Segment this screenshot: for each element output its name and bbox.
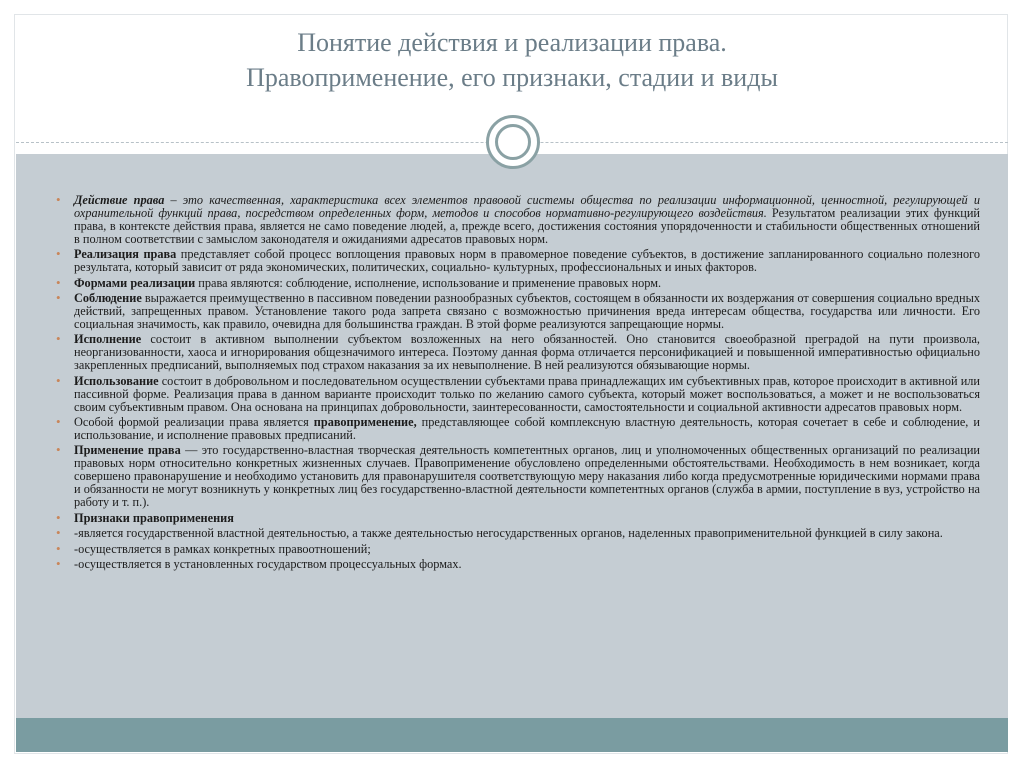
body-text: Особой формой реализации права является xyxy=(74,415,314,430)
double-ring-icon xyxy=(486,115,540,169)
list-item xyxy=(56,248,980,274)
list-item xyxy=(56,277,980,290)
list-item xyxy=(56,416,980,442)
body-text: -осуществляется в рамках конкретных правоотношений; xyxy=(74,541,371,556)
term: Действие права xyxy=(74,193,165,207)
body-text: -осуществляется в установленных государством процессуальных формах. xyxy=(74,557,462,572)
list-item xyxy=(56,292,980,331)
term: Применение права xyxy=(74,443,181,458)
term: Использование xyxy=(74,373,159,388)
bullet-list xyxy=(56,194,980,574)
list-item xyxy=(56,527,980,540)
term: Формами реализации xyxy=(74,275,196,290)
body-text: представляющее собой комплексную властную деятельность, которая сочетает в себе и соблюдение, и использование, и исполнение правовых предписаний. xyxy=(74,415,980,442)
body-text: права являются: соблюдение, исполнение, использование и применение правовых норм. xyxy=(195,275,662,290)
body-text: -является государственной властной деятельностью, а также деятельностью негосударственных органов, наделенных правоприменительной функцией в силу закона. xyxy=(74,526,943,541)
body-text: представляет собой процесс воплощения правовых норм в правомерное поведение субъектов, в достижение запланированного социально полезного результата, который зависит от ряда экономических, политических, социально- культурных, профессиональных и иных факторов. xyxy=(74,247,980,275)
definition-text: – это качественная, характеристика всех элементов правовой системы общества по реализации информационной, ценностной, регулирующей и охранительной функций права, посредством определенных форм, методов и способов нормативно-регулирующего воздействия. xyxy=(74,193,981,220)
term: правоприменение, xyxy=(313,415,417,430)
body-text: Результатом реализации этих функций права, в контексте действия права, является не само поведение людей, а, прежде всего, достижения состояния упорядоченности и стабильности общественных отношений в полном соответствии с замыслом законодателя и ожиданиями адресатов правовых норм. xyxy=(74,205,980,246)
list-item xyxy=(56,444,980,509)
term: Реализация права xyxy=(74,247,177,262)
list-item xyxy=(56,375,980,414)
list-item xyxy=(56,194,980,246)
list-item xyxy=(56,558,980,571)
title-line-2: Правоприменение, его признаки, стадии и виды xyxy=(246,63,778,92)
list-item xyxy=(56,543,980,556)
body-text: состоит в добровольном и последовательном осуществлении субъектами права принадлежащих им субъективных прав, которое происходит в активной или пассивной форме. Реализация права в данном варианте происходит только по желанию самого субъекта, который может воспользоваться, а может и не воспользоваться своим субъективным правом. Она основана на принципах добровольности, заинтересованности, самостоятельности и социальной активности адресатов правовых норм. xyxy=(74,373,980,414)
list-item xyxy=(56,333,980,372)
section-heading: Признаки правоприменения xyxy=(74,510,234,525)
footer-bar xyxy=(16,718,1008,752)
slide-title xyxy=(0,25,1024,95)
body-text: — это государственно-властная творческая деятельность компетентных органов, лиц и уполномоченных общественных организаций по реализации правовых норм относительно конкретных жизненных случаев. Правоприменение обусловлено определенными обстоятельствами. Необходимость в нем возникает, когда совершено правонарушение и необходимо установить для правонарушителя соответствующую меру наказания либо когда предусмотренные юридическими нормами права и обязанности не могут возникнуть у конкретных лиц без государственно-властной деятельности компетентных органов (служба в армии, поступление в вуз, устройство на работу и т. п.). xyxy=(74,443,980,510)
body-text: выражается преимущественно в пассивном поведении разнообразных субъектов, состоящем в обязанности их воздержания от совершения социально вредных действий, запрещенных правом. Установление такого рода запрета связано с возможностью причинения вреда интересам общества, государства или личности. Его социальная значимость, как правило, очевидна для большинства граждан. В этой форме реализуются запрещающие нормы. xyxy=(74,291,980,331)
term: Исполнение xyxy=(74,332,142,347)
term: Соблюдение xyxy=(74,291,142,306)
list-item xyxy=(56,512,980,525)
body-text: состоит в активном выполнении субъектом возложенных на него обязанностей. Оно становится своеобразной преградой на пути произвола, неорганизованности, хаоса и игнорирования общезначимого интереса. Поэтому данная форма отличается персонификацией и повышенной императивностью официально закрепленных предписаний, выполняемых под страхом наказания за их невыполнение. В ней реализуются обязывающие нормы. xyxy=(74,332,980,373)
title-line-1: Понятие действия и реализации права. xyxy=(297,28,727,57)
